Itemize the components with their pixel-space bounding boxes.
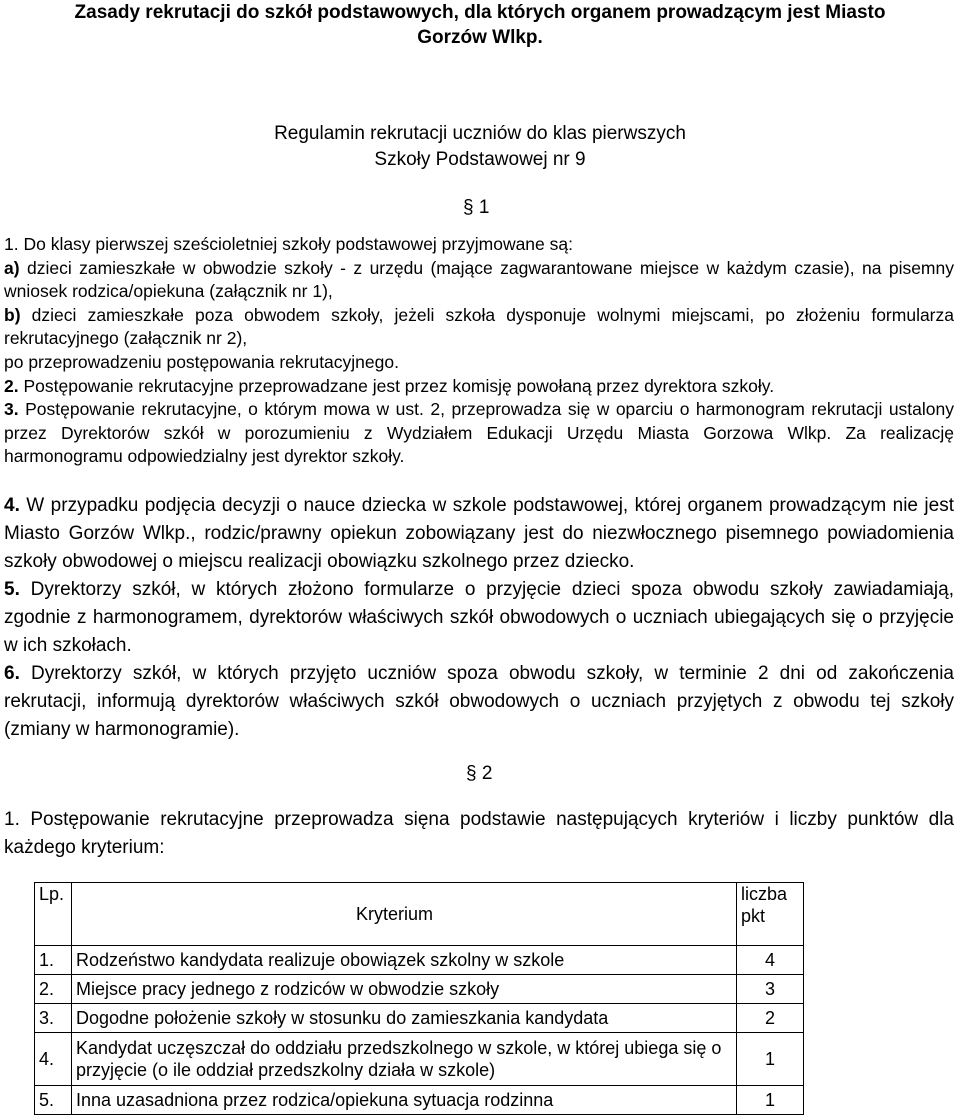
table-row bbox=[35, 975, 804, 1004]
row-lp: 3. bbox=[35, 1004, 72, 1033]
row-criterion: Inna uzasadniona przez rodzica/opiekuna sytuacja rodzinna bbox=[72, 1086, 737, 1115]
table-row bbox=[35, 946, 804, 975]
section-1-body bbox=[4, 233, 954, 469]
section-2-heading: § 2 bbox=[466, 763, 493, 784]
header-lp: Lp. bbox=[35, 883, 72, 946]
regulation-subtitle bbox=[0, 121, 960, 173]
row-points: 1 bbox=[737, 1033, 804, 1086]
table-row bbox=[35, 1004, 804, 1033]
subtitle-line-2: Szkoły Podstawowej nr 9 bbox=[374, 149, 586, 170]
row-criterion: Dogodne położenie szkoły w stosunku do zamieszkania kandydata bbox=[72, 1004, 737, 1033]
s1-item-b-continued: po przeprowadzeniu postępowania rekrutacyjnego. bbox=[4, 351, 399, 372]
s1-item-b: b) dzieci zamieszkałe poza obwodem szkoły, jeżeli szkoła dysponuje wolnymi miejscami, po złożeniu formularza rekrutacyjnego (załącznik nr 2), bbox=[4, 304, 954, 349]
header-points: liczba pkt bbox=[737, 883, 804, 946]
header-criterion: Kryterium bbox=[72, 883, 737, 946]
section-1-body-continued bbox=[4, 492, 954, 744]
row-points: 2 bbox=[737, 1004, 804, 1033]
row-criterion: Rodzeństwo kandydata realizuje obowiązek szkolny w szkole bbox=[72, 946, 737, 975]
s1-paragraph-4: 4. W przypadku podjęcia decyzji o nauce dziecka w szkole podstawowej, której organem prowadzącym nie jest Miasto Gorzów Wlkp., rodzic/prawny opiekun zobowiązany jest do niezwłocznego pisemnego powiadomienia szkoły obwodowej o miejscu realizacji obowiązku szkolnego przez dziecko. bbox=[4, 495, 954, 572]
table-row bbox=[35, 1033, 804, 1086]
section-2-body bbox=[4, 806, 954, 862]
s1-paragraph-2: 2. Postępowanie rekrutacyjne przeprowadzane jest przez komisję powołaną przez dyrektora szkoły. bbox=[4, 375, 775, 396]
section-1-heading: § 1 bbox=[463, 197, 490, 218]
page-title bbox=[0, 0, 960, 50]
table-row bbox=[35, 1086, 804, 1115]
row-lp: 1. bbox=[35, 946, 72, 975]
row-criterion: Kandydat uczęszczał do oddziału przedszkolnego w szkole, w której ubiega się o przyjęcie (o ile oddział przedszkolny działa w szkole) bbox=[72, 1033, 737, 1086]
criteria-table bbox=[34, 882, 804, 1115]
subtitle-line-1: Regulamin rekrutacji uczniów do klas pierwszych bbox=[274, 123, 686, 144]
s1-paragraph-3: 3. Postępowanie rekrutacyjne, o którym mowa w ust. 2, przeprowadza się w oparciu o harmonogram rekrutacji ustalony przez Dyrektorów szkół w porozumieniu z Wydziałem Edukacji Urzędu Miasta Gorzowa Wlkp. Za realizację harmonogramu odpowiedzialny jest dyrektor szkoły. bbox=[4, 399, 954, 467]
row-points: 3 bbox=[737, 975, 804, 1004]
title-line-1: Zasady rekrutacji do szkół podstawowych, dla których organem prowadzącym jest Miasto bbox=[74, 2, 886, 23]
row-lp: 5. bbox=[35, 1086, 72, 1115]
row-lp: 4. bbox=[35, 1033, 72, 1086]
s1-item-a: a) dzieci zamieszkałe w obwodzie szkoły - z urzędu (mające zagwarantowane miejsce w każdym czasie), na pisemny wniosek rodzica/opiekuna (załącznik nr 1), bbox=[4, 257, 954, 302]
row-points: 4 bbox=[737, 946, 804, 975]
table-header-row bbox=[35, 883, 804, 946]
row-points: 1 bbox=[737, 1086, 804, 1115]
row-lp: 2. bbox=[35, 975, 72, 1004]
s1-paragraph-5: 5. Dyrektorzy szkół, w których złożono formularze o przyjęcie dzieci spoza obwodu szkoły zawiadamiają, zgodnie z harmonogramem, dyrektorów właściwych szkół obwodowych o uczniach ubiegających się o przyjęcie w ich szkołach. bbox=[4, 579, 954, 656]
s1-paragraph-6: 6. Dyrektorzy szkół, w których przyjęto uczniów spoza obwodu szkoły, w terminie 2 dni od zakończenia rekrutacji, informują dyrektorów właściwych szkół obwodowych o uczniach przyjętych z obwodu tej szkoły (zmiany w harmonogramie). bbox=[4, 663, 954, 740]
s1-paragraph-1: 1. Do klasy pierwszej sześcioletniej szkoły podstawowej przyjmowane są: bbox=[4, 234, 573, 254]
row-criterion: Miejsce pracy jednego z rodziców w obwodzie szkoły bbox=[72, 975, 737, 1004]
s2-paragraph-1: 1. Postępowanie rekrutacyjne przeprowadza sięna podstawie następujących kryteriów i liczby punktów dla każdego kryterium: bbox=[4, 809, 954, 858]
title-line-2: Gorzów Wlkp. bbox=[417, 27, 543, 48]
